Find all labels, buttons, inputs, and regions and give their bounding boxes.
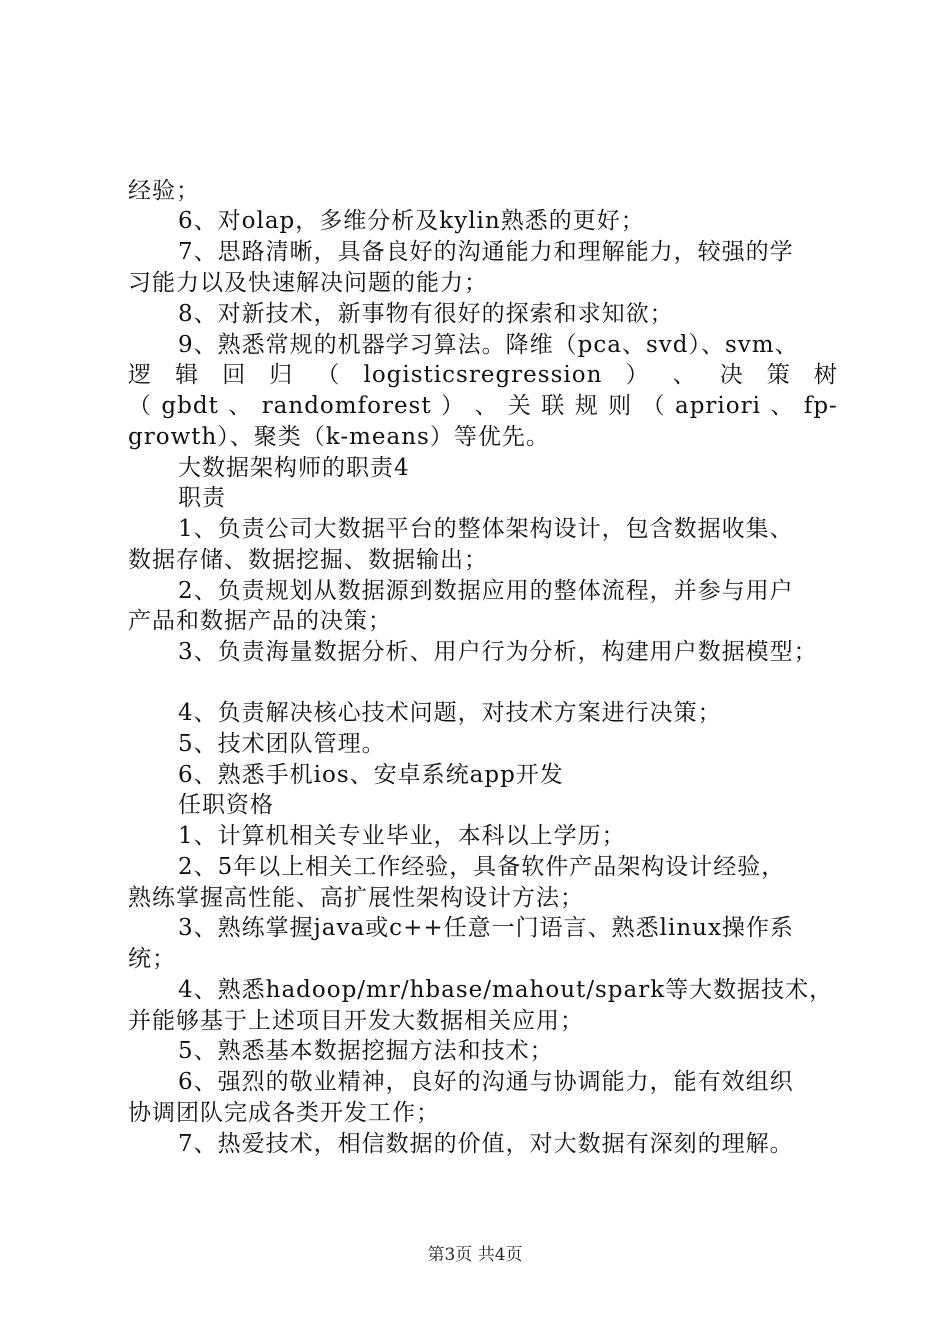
justified-text-line xyxy=(128,391,838,421)
text-line: 1、计算机相关专业毕业，本科以上学历； xyxy=(178,823,626,849)
text-segment: 关 xyxy=(507,393,532,419)
text-line: 6、强烈的敬业精神，良好的沟通与协调能力，能有效组织 xyxy=(178,1069,794,1095)
text-line: 协调团队完成各类开发工作； xyxy=(128,1100,440,1126)
text-segment: 联 xyxy=(541,393,566,419)
text-line: 并能够基于上述项目开发大数据相关应用； xyxy=(128,1008,584,1034)
subsection-heading: 职责 xyxy=(178,485,226,511)
text-line: 4、熟悉hadoop/mr/hbase/mahout/spark等大数据技术， xyxy=(178,977,834,1003)
text-segment: 、 xyxy=(228,393,253,419)
text-segment: logisticsregression xyxy=(363,362,603,388)
text-line: 产品和数据产品的决策； xyxy=(128,608,392,634)
text-segment: 策 xyxy=(766,362,791,388)
justified-text-line xyxy=(128,360,838,390)
text-line: 熟练掌握高性能、高扩展性架构设计方法； xyxy=(128,885,584,911)
text-line: 3、负责海量数据分析、用户行为分析，构建用户数据模型； xyxy=(178,639,818,665)
text-line: 4、负责解决核心技术问题，对技术方案进行决策； xyxy=(178,700,722,726)
text-segment: 回 xyxy=(222,362,247,388)
text-segment: apriori xyxy=(674,393,761,419)
text-segment: 、 xyxy=(474,393,499,419)
text-line: growth）、聚类（k-means）等优先。 xyxy=(128,424,550,450)
text-segment: 逻 xyxy=(128,362,152,388)
text-segment: ） xyxy=(441,393,466,419)
text-line: 2、5年以上相关工作经验，具备软件产品架构设计经验， xyxy=(178,854,786,880)
text-segment: 归 xyxy=(269,362,294,388)
text-line: 2、负责规划从数据源到数据应用的整体流程，并参与用户 xyxy=(178,578,794,604)
text-segment: 辑 xyxy=(175,362,200,388)
text-segment: （ xyxy=(641,393,666,419)
text-line: 3、熟练掌握java或c++任意一门语言、熟悉linux操作系 xyxy=(178,915,794,941)
text-line: 8、对新技术，新事物有很好的探索和求知欲； xyxy=(178,301,674,327)
text-line: 经验； xyxy=(128,178,200,204)
text-line: 6、熟悉手机ios、安卓系统app开发 xyxy=(178,762,564,788)
text-segment: 、 xyxy=(672,362,697,388)
text-line: 6、对olap，多维分析及kylin熟悉的更好； xyxy=(178,208,645,234)
text-segment: 则 xyxy=(608,393,633,419)
text-line: 1、负责公司大数据平台的整体架构设计，包含数据收集、 xyxy=(178,516,794,542)
text-line: 5、技术团队管理。 xyxy=(178,731,386,757)
text-segment: （ xyxy=(316,362,341,388)
text-line: 7、热爱技术，相信数据的价值，对大数据有深刻的理解。 xyxy=(178,1131,794,1157)
text-segment: ） xyxy=(625,362,650,388)
text-segment: 规 xyxy=(574,393,599,419)
text-segment: gbdt xyxy=(161,393,219,419)
subsection-heading: 任职资格 xyxy=(178,792,274,818)
text-line: 数据存储、数据挖掘、数据输出； xyxy=(128,547,488,573)
text-line: 9、熟悉常规的机器学习算法。降维（pca、svd）、svm、 xyxy=(178,332,799,358)
text-segment: 树 xyxy=(813,362,838,388)
text-segment: randomforest xyxy=(261,393,432,419)
text-line: 习能力以及快速解决问题的能力； xyxy=(128,270,488,296)
section-heading: 大数据架构师的职责4 xyxy=(178,455,410,481)
page-number-footer: 第3页 共4页 xyxy=(427,1245,523,1265)
text-line: 7、思路清晰，具备良好的沟通能力和理解能力，较强的学 xyxy=(178,239,794,265)
text-segment: 决 xyxy=(719,362,744,388)
text-segment: 、 xyxy=(770,393,795,419)
text-line: 5、熟悉基本数据挖掘方法和技术； xyxy=(178,1038,554,1064)
text-segment: （ xyxy=(128,393,152,419)
text-line: 统； xyxy=(128,946,176,972)
text-segment: fp- xyxy=(803,393,838,419)
